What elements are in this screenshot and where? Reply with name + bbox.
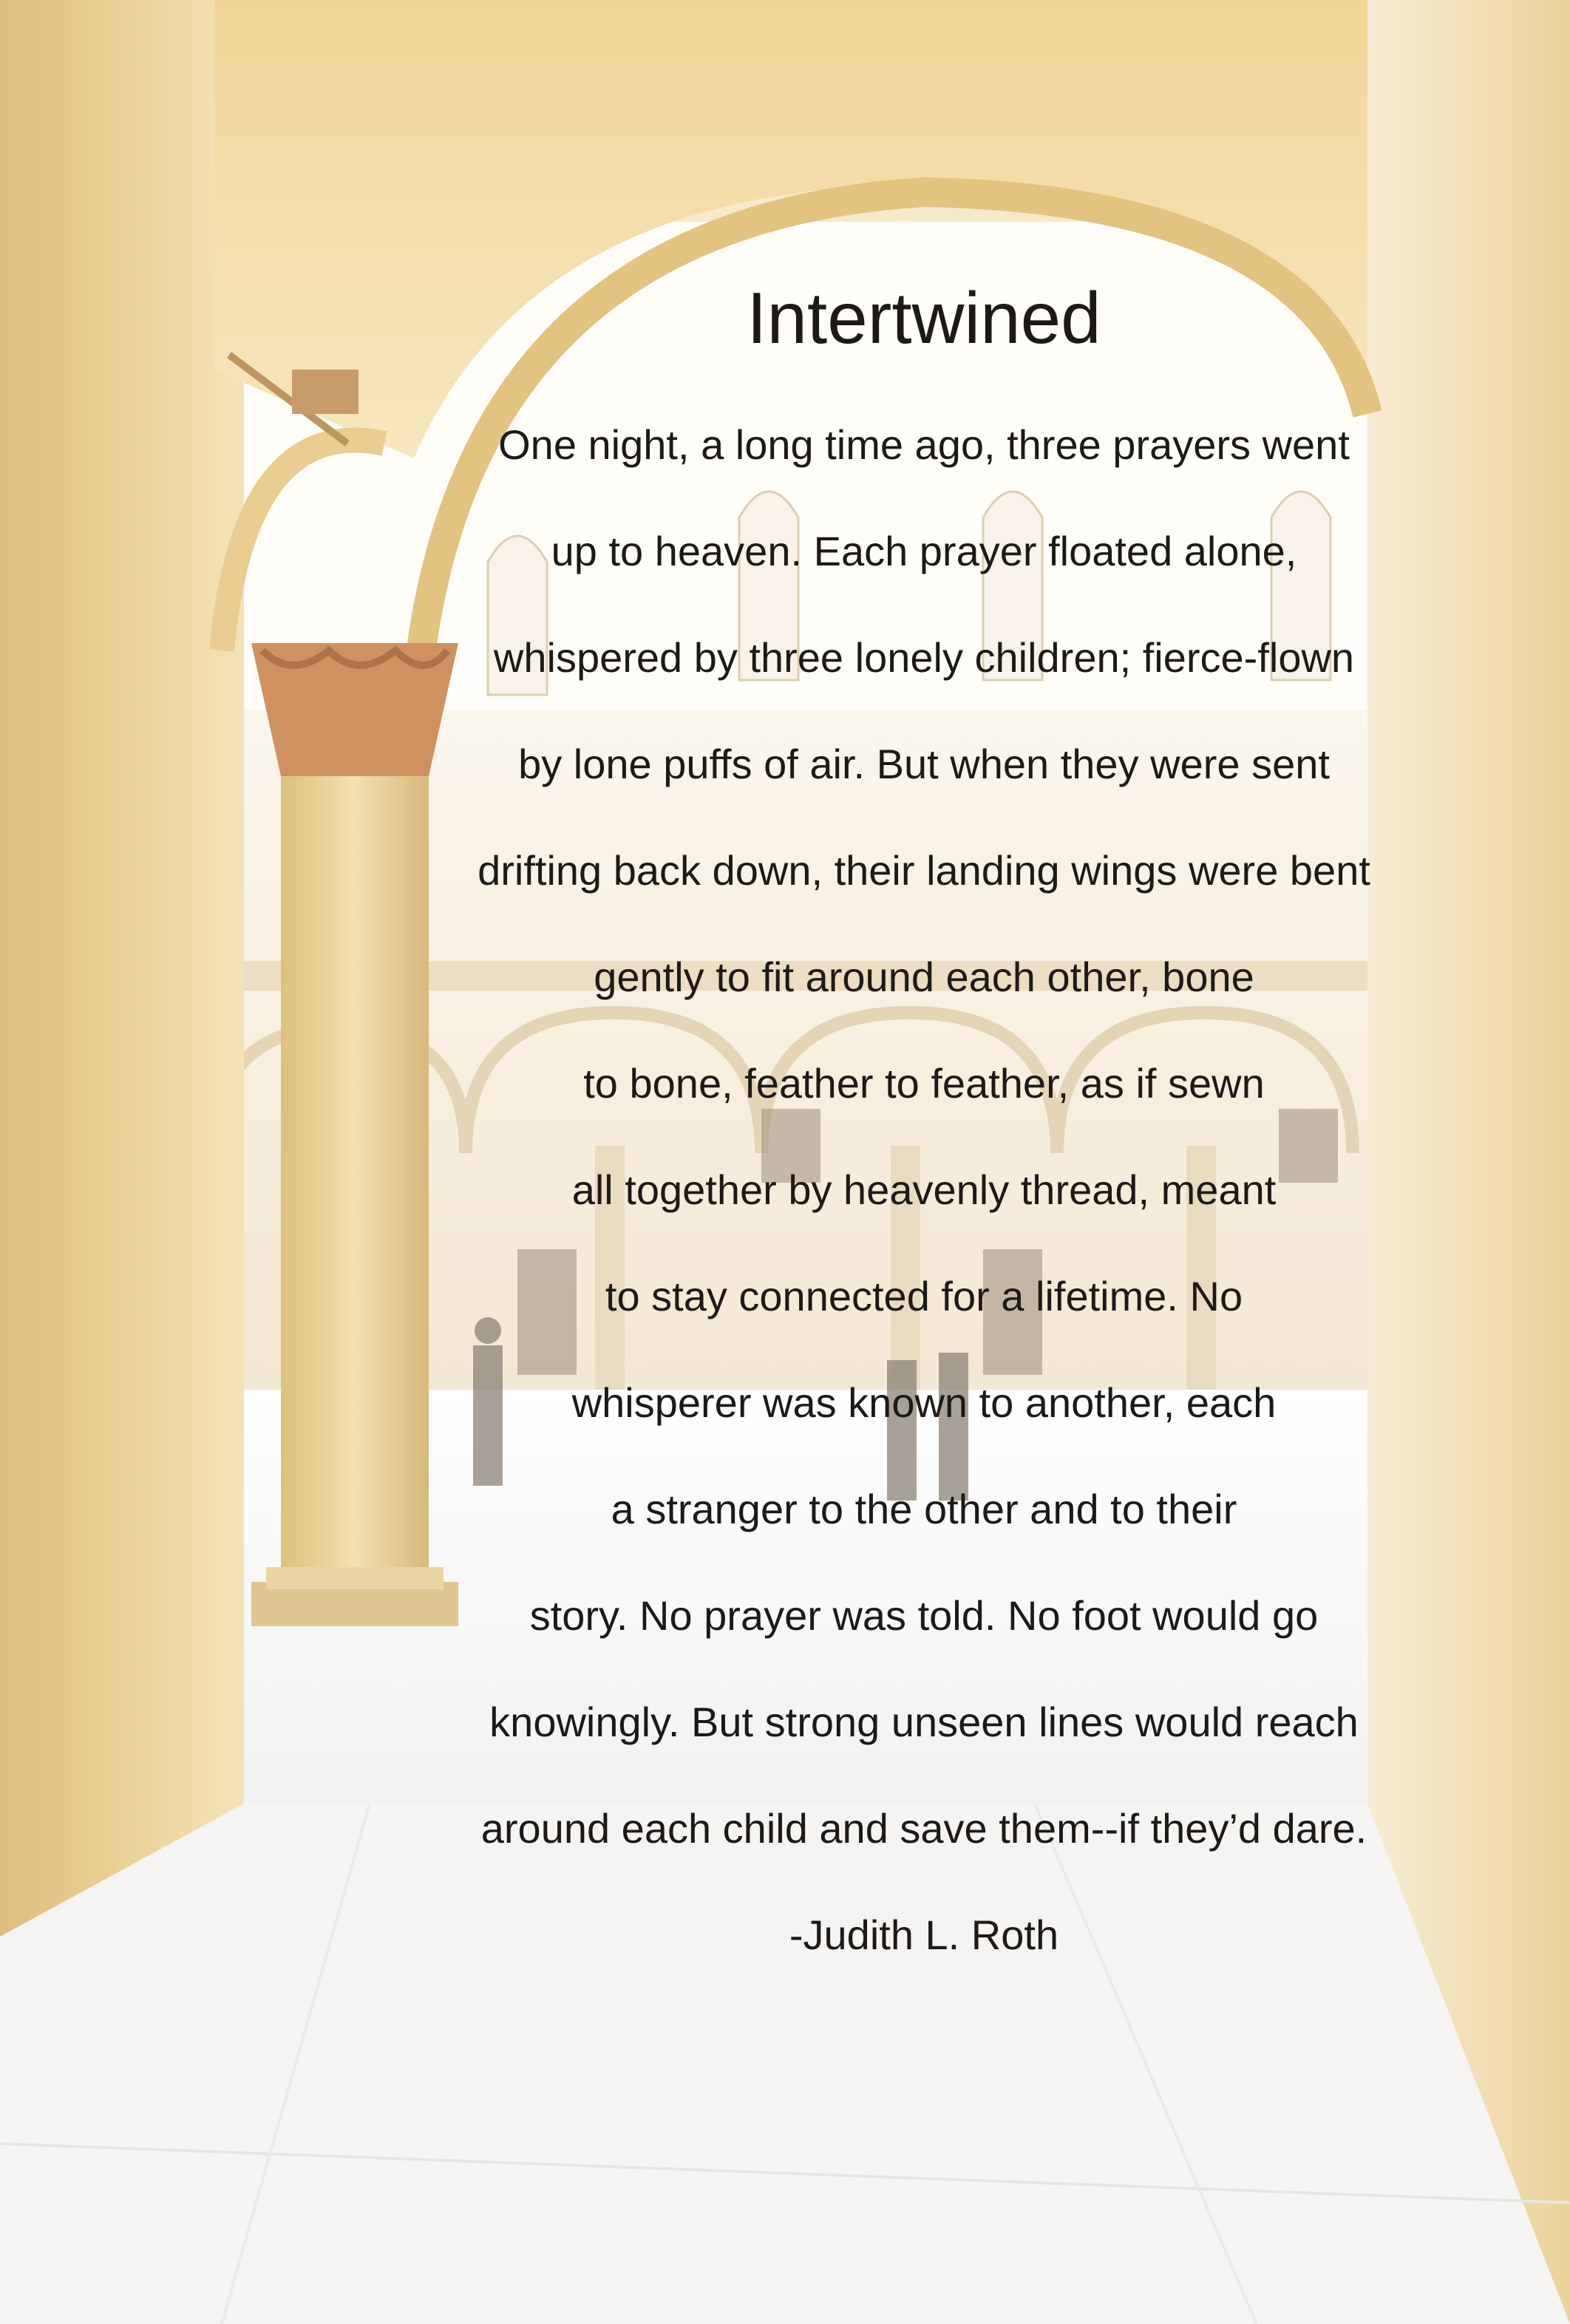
poem-line: all together by heavenly thread, meant — [571, 1166, 1277, 1213]
poem-line: whisperer was known to another, each — [571, 1379, 1277, 1426]
poem-line: around each child and save them--if they’d dare. — [480, 1805, 1367, 1852]
poem-title: Intertwined — [747, 277, 1101, 359]
poem — [370, 266, 1478, 1988]
poem-line: story. No prayer was told. No foot would go — [529, 1592, 1319, 1639]
poem-line: to stay connected for a lifetime. No — [605, 1273, 1243, 1319]
poem-line: drifting back down, their landing wings were bent — [478, 847, 1370, 894]
poem-line: by lone puffs of air. But when they were sent — [518, 741, 1330, 787]
poem-line: whispered by three lonely children; fierce-flown — [493, 634, 1355, 681]
poem-line: a stranger to the other and to their — [611, 1486, 1237, 1532]
poem-line: gently to fit around each other, bone — [594, 954, 1254, 1000]
poem-author: -Judith L. Roth — [789, 1912, 1059, 1958]
poem-verse — [370, 392, 1478, 1882]
poem-line: One night, a long time ago, three prayers went — [498, 421, 1350, 468]
poem-line: knowingly. But strong unseen lines would reach — [489, 1699, 1359, 1745]
poem-line: to bone, feather to feather, as if sewn — [583, 1060, 1265, 1107]
poem-line: up to heaven. Each prayer floated alone, — [551, 528, 1297, 574]
